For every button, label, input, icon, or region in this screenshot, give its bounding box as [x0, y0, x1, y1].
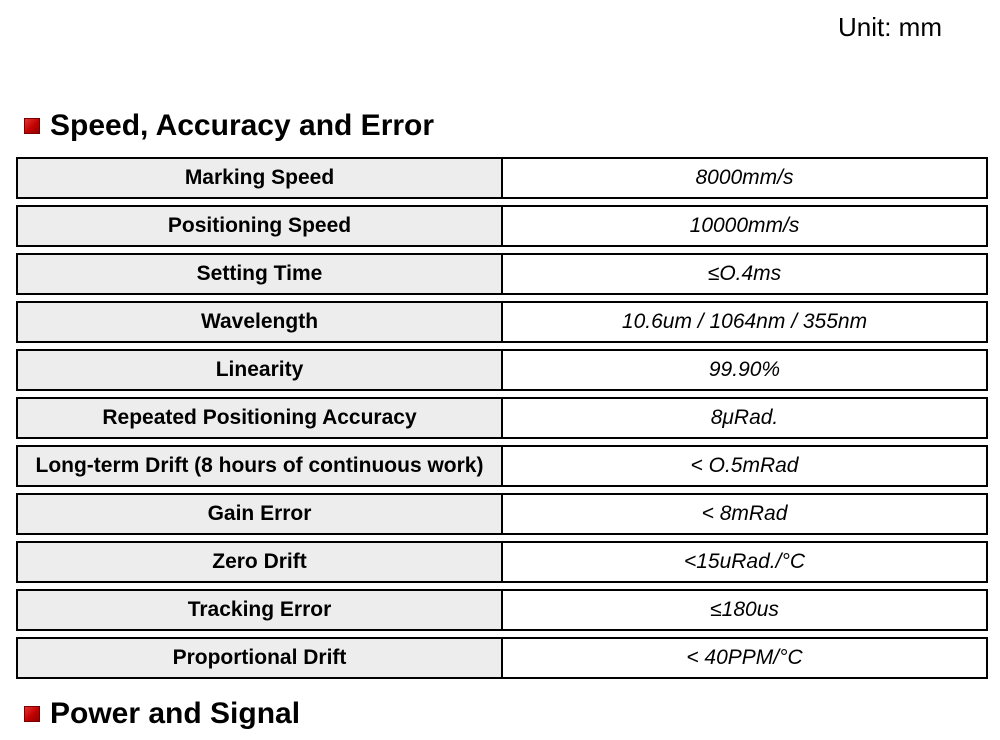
spec-table: [16, 157, 988, 679]
spec-value: < O.5mRad: [503, 447, 986, 485]
red-square-bullet-icon: [24, 706, 40, 722]
spec-value: ≤O.4ms: [503, 255, 986, 293]
spec-label: Wavelength: [18, 303, 503, 341]
spec-value: 99.90%: [503, 351, 986, 389]
section-heading-speed-accuracy-error: [24, 109, 434, 143]
table-row: [16, 493, 988, 535]
table-row: [16, 349, 988, 391]
spec-label: Repeated Positioning Accuracy: [18, 399, 503, 437]
section-title: Speed, Accuracy and Error: [50, 109, 435, 142]
spec-label: Gain Error: [18, 495, 503, 533]
red-square-bullet-icon: [24, 118, 40, 134]
spec-value: 10.6um / 1064nm / 355nm: [503, 303, 986, 341]
spec-label: Setting Time: [18, 255, 503, 293]
table-row: [16, 301, 988, 343]
spec-label: Linearity: [18, 351, 503, 389]
spec-label: Proportional Drift: [18, 639, 503, 677]
unit-label: Unit: mm: [838, 12, 942, 42]
spec-value: < 8mRad: [503, 495, 986, 533]
section-title: Power and Signal: [50, 697, 301, 730]
table-row: [16, 637, 988, 679]
table-row: [16, 445, 988, 487]
table-row: [16, 253, 988, 295]
table-row: [16, 397, 988, 439]
spec-value: <15uRad./°C: [503, 543, 986, 581]
table-row: [16, 541, 988, 583]
spec-value: 10000mm/s: [503, 207, 986, 245]
spec-label: Long-term Drift (8 hours of continuous work): [18, 447, 503, 485]
section-heading-power-signal: [24, 697, 300, 731]
table-row: [16, 157, 988, 199]
spec-label: Positioning Speed: [18, 207, 503, 245]
spec-value: 8μRad.: [503, 399, 986, 437]
spec-value: 8000mm/s: [503, 159, 986, 197]
table-row: [16, 589, 988, 631]
table-row: [16, 205, 988, 247]
spec-label: Marking Speed: [18, 159, 503, 197]
spec-label: Tracking Error: [18, 591, 503, 629]
spec-value: < 40PPM/°C: [503, 639, 986, 677]
spec-value: ≤180us: [503, 591, 986, 629]
spec-label: Zero Drift: [18, 543, 503, 581]
